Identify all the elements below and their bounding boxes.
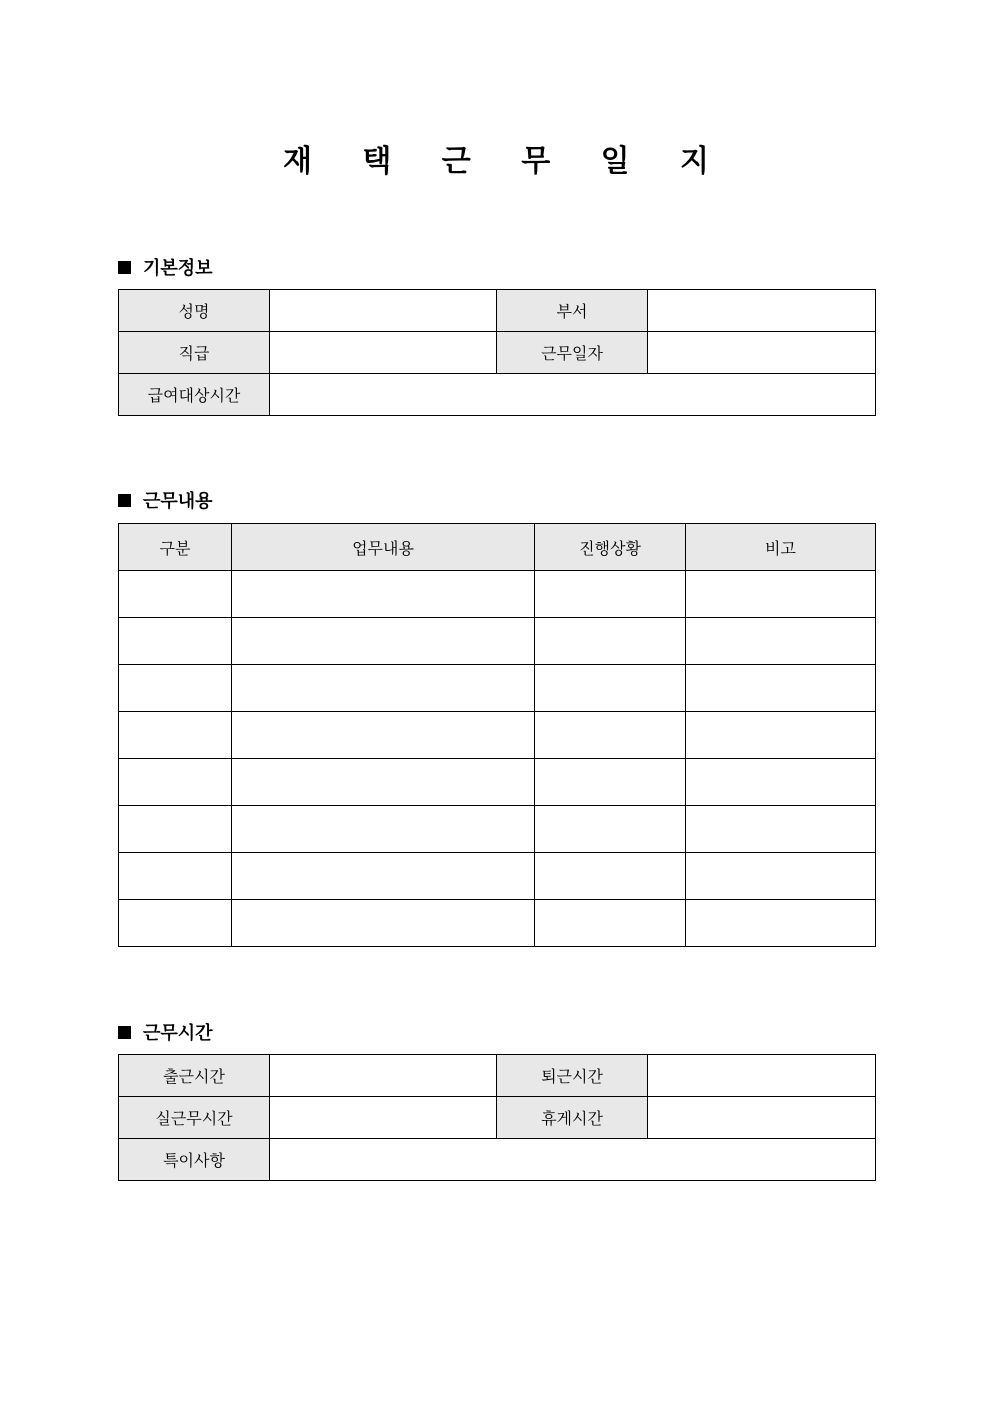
square-bullet-icon [118, 261, 131, 274]
table-cell[interactable] [686, 759, 876, 806]
table-cell[interactable] [535, 806, 686, 853]
column-header-remarks: 비고 [686, 524, 876, 571]
table-row [119, 806, 876, 853]
table-cell[interactable] [232, 571, 535, 618]
checkin-time-field[interactable] [270, 1055, 497, 1097]
table-cell[interactable] [119, 759, 232, 806]
work-date-label: 근무일자 [497, 332, 648, 374]
department-field[interactable] [648, 290, 876, 332]
table-cell[interactable] [119, 806, 232, 853]
work-time-table [118, 1054, 876, 1181]
table-cell[interactable] [119, 665, 232, 712]
table-cell[interactable] [232, 665, 535, 712]
table-cell[interactable] [232, 712, 535, 759]
table-row [119, 712, 876, 759]
table-cell[interactable] [232, 853, 535, 900]
table-cell[interactable] [119, 712, 232, 759]
table-cell[interactable] [119, 900, 232, 947]
table-cell[interactable] [119, 853, 232, 900]
section-heading-work-time [118, 1019, 213, 1045]
section-heading-label: 기본정보 [143, 258, 213, 279]
table-row [119, 759, 876, 806]
section-heading-label: 근무시간 [143, 1023, 213, 1044]
table-cell[interactable] [686, 571, 876, 618]
column-header-category: 구분 [119, 524, 232, 571]
work-date-field[interactable] [648, 332, 876, 374]
table-cell[interactable] [686, 618, 876, 665]
rank-label: 직급 [119, 332, 270, 374]
square-bullet-icon [118, 1026, 131, 1039]
table-cell[interactable] [535, 618, 686, 665]
checkout-time-field[interactable] [648, 1055, 876, 1097]
break-time-field[interactable] [648, 1097, 876, 1139]
checkin-time-label: 출근시간 [119, 1055, 270, 1097]
table-cell[interactable] [535, 759, 686, 806]
table-cell[interactable] [119, 618, 232, 665]
notes-field[interactable] [270, 1139, 876, 1181]
table-cell[interactable] [686, 853, 876, 900]
section-heading-basic-info [118, 254, 213, 280]
rank-field[interactable] [270, 332, 497, 374]
table-cell[interactable] [686, 712, 876, 759]
table-row [119, 618, 876, 665]
basic-info-table [118, 289, 876, 416]
department-label: 부서 [497, 290, 648, 332]
table-cell[interactable] [232, 618, 535, 665]
section-heading-work-content [118, 487, 213, 513]
table-cell[interactable] [119, 571, 232, 618]
work-content-table [118, 523, 876, 947]
table-row [119, 571, 876, 618]
table-cell[interactable] [232, 759, 535, 806]
actual-work-time-label: 실근무시간 [119, 1097, 270, 1139]
name-label: 성명 [119, 290, 270, 332]
table-cell[interactable] [535, 712, 686, 759]
section-heading-label: 근무내용 [143, 491, 213, 512]
table-cell[interactable] [535, 571, 686, 618]
square-bullet-icon [118, 494, 131, 507]
table-cell[interactable] [232, 806, 535, 853]
checkout-time-label: 퇴근시간 [497, 1055, 648, 1097]
table-cell[interactable] [686, 806, 876, 853]
column-header-progress: 진행상황 [535, 524, 686, 571]
paid-hours-label: 급여대상시간 [119, 374, 270, 416]
table-cell[interactable] [535, 853, 686, 900]
break-time-label: 휴게시간 [497, 1097, 648, 1139]
table-cell[interactable] [686, 665, 876, 712]
table-cell[interactable] [232, 900, 535, 947]
table-row [119, 665, 876, 712]
notes-label: 특이사항 [119, 1139, 270, 1181]
paid-hours-field[interactable] [270, 374, 876, 416]
column-header-task: 업무내용 [232, 524, 535, 571]
table-cell[interactable] [686, 900, 876, 947]
actual-work-time-field[interactable] [270, 1097, 497, 1139]
table-cell[interactable] [535, 900, 686, 947]
page-title: 재 택 근 무 일 지 [282, 144, 730, 179]
table-cell[interactable] [535, 665, 686, 712]
table-row [119, 900, 876, 947]
table-row [119, 853, 876, 900]
name-field[interactable] [270, 290, 497, 332]
